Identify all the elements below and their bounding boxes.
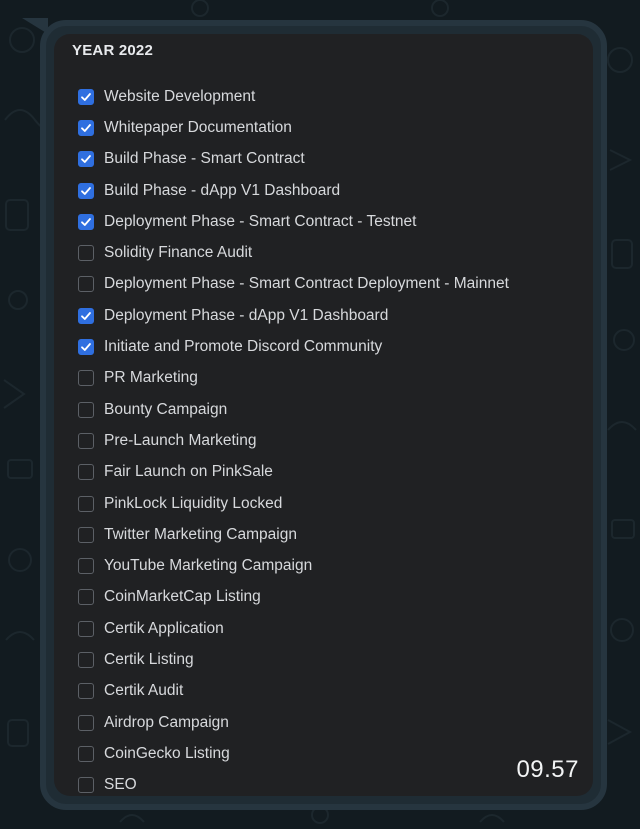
checkmark-icon (80, 153, 92, 165)
checklist-item[interactable] (78, 300, 509, 331)
checkbox-checked[interactable] (78, 308, 94, 324)
checkbox-unchecked[interactable] (78, 370, 94, 386)
checkbox-checked[interactable] (78, 183, 94, 199)
checkmark-icon (80, 310, 92, 322)
checklist-item[interactable] (78, 394, 509, 425)
checkbox-unchecked[interactable] (78, 777, 94, 793)
checkbox-unchecked[interactable] (78, 715, 94, 731)
checklist-item-label: Website Development (104, 87, 256, 105)
checklist-item-label: Build Phase - Smart Contract (104, 150, 305, 168)
checklist-item[interactable] (78, 770, 509, 801)
checklist-item[interactable] (78, 582, 509, 613)
checklist-item-label: Deployment Phase - Smart Contract Deployment - Mainnet (104, 275, 509, 293)
checklist-item[interactable] (78, 206, 509, 237)
checkbox-unchecked[interactable] (78, 245, 94, 261)
checkmark-icon (80, 185, 92, 197)
checkbox-unchecked[interactable] (78, 527, 94, 543)
checklist-item[interactable] (78, 644, 509, 675)
checklist-item[interactable] (78, 488, 509, 519)
checkbox-checked[interactable] (78, 151, 94, 167)
checklist-item-label: Certik Listing (104, 650, 194, 668)
checklist-item-label: Certik Application (104, 619, 224, 637)
checkbox-unchecked[interactable] (78, 621, 94, 637)
checklist-item-label: CoinMarketCap Listing (104, 588, 261, 606)
checklist-item-label: Fair Launch on PinkSale (104, 463, 273, 481)
checklist-item-label: Pre-Launch Marketing (104, 431, 257, 449)
checklist-item-label: Deployment Phase - dApp V1 Dashboard (104, 306, 389, 324)
checklist-item[interactable] (78, 363, 509, 394)
checklist-item-label: Twitter Marketing Campaign (104, 525, 297, 543)
checklist-item-label: YouTube Marketing Campaign (104, 557, 313, 575)
checkbox-checked[interactable] (78, 120, 94, 136)
checklist-item-label: Whitepaper Documentation (104, 118, 292, 136)
checklist-item-label: CoinGecko Listing (104, 744, 230, 762)
checklist-item-label: Build Phase - dApp V1 Dashboard (104, 181, 341, 199)
checklist-item-label: Certik Audit (104, 682, 184, 700)
checklist-item[interactable] (78, 112, 509, 143)
checkbox-unchecked[interactable] (78, 652, 94, 668)
checklist-item[interactable] (78, 144, 509, 175)
checklist-item[interactable] (78, 269, 509, 300)
checkmark-icon (80, 216, 92, 228)
checklist-item[interactable] (78, 331, 509, 362)
checklist-item[interactable] (78, 237, 509, 268)
checkbox-checked[interactable] (78, 89, 94, 105)
checkbox-unchecked[interactable] (78, 496, 94, 512)
checklist-item[interactable] (78, 550, 509, 581)
checkbox-unchecked[interactable] (78, 683, 94, 699)
checklist-item-label: Bounty Campaign (104, 400, 228, 418)
checkmark-icon (80, 91, 92, 103)
checklist-item-label: Solidity Finance Audit (104, 244, 253, 262)
checklist-item[interactable] (78, 738, 509, 769)
checklist-item-label: PinkLock Liquidity Locked (104, 494, 283, 512)
checkmark-icon (80, 341, 92, 353)
message-timestamp: 09.57 (516, 756, 579, 783)
checkmark-icon (80, 122, 92, 134)
checkbox-checked[interactable] (78, 214, 94, 230)
checklist-item[interactable] (78, 425, 509, 456)
message-bubble (40, 20, 607, 810)
checkbox-unchecked[interactable] (78, 276, 94, 292)
checkbox-unchecked[interactable] (78, 589, 94, 605)
checklist-item[interactable] (78, 676, 509, 707)
checklist-item[interactable] (78, 707, 509, 738)
checklist-item[interactable] (78, 457, 509, 488)
checklist-item[interactable] (78, 81, 509, 112)
checklist-item-label: PR Marketing (104, 369, 198, 387)
checkbox-unchecked[interactable] (78, 746, 94, 762)
checklist-item[interactable] (78, 519, 509, 550)
checklist-item[interactable] (78, 175, 509, 206)
checklist (78, 81, 509, 801)
checklist-item-label: SEO (104, 776, 137, 794)
checkbox-unchecked[interactable] (78, 402, 94, 418)
checkbox-unchecked[interactable] (78, 433, 94, 449)
checkbox-unchecked[interactable] (78, 558, 94, 574)
checklist-card (54, 34, 593, 796)
checkbox-unchecked[interactable] (78, 464, 94, 480)
checklist-item[interactable] (78, 613, 509, 644)
checklist-item-label: Initiate and Promote Discord Community (104, 338, 383, 356)
checkbox-checked[interactable] (78, 339, 94, 355)
checklist-item-label: Airdrop Campaign (104, 713, 229, 731)
checklist-heading: YEAR 2022 (72, 42, 154, 59)
checklist-item-label: Deployment Phase - Smart Contract - Testnet (104, 212, 417, 230)
